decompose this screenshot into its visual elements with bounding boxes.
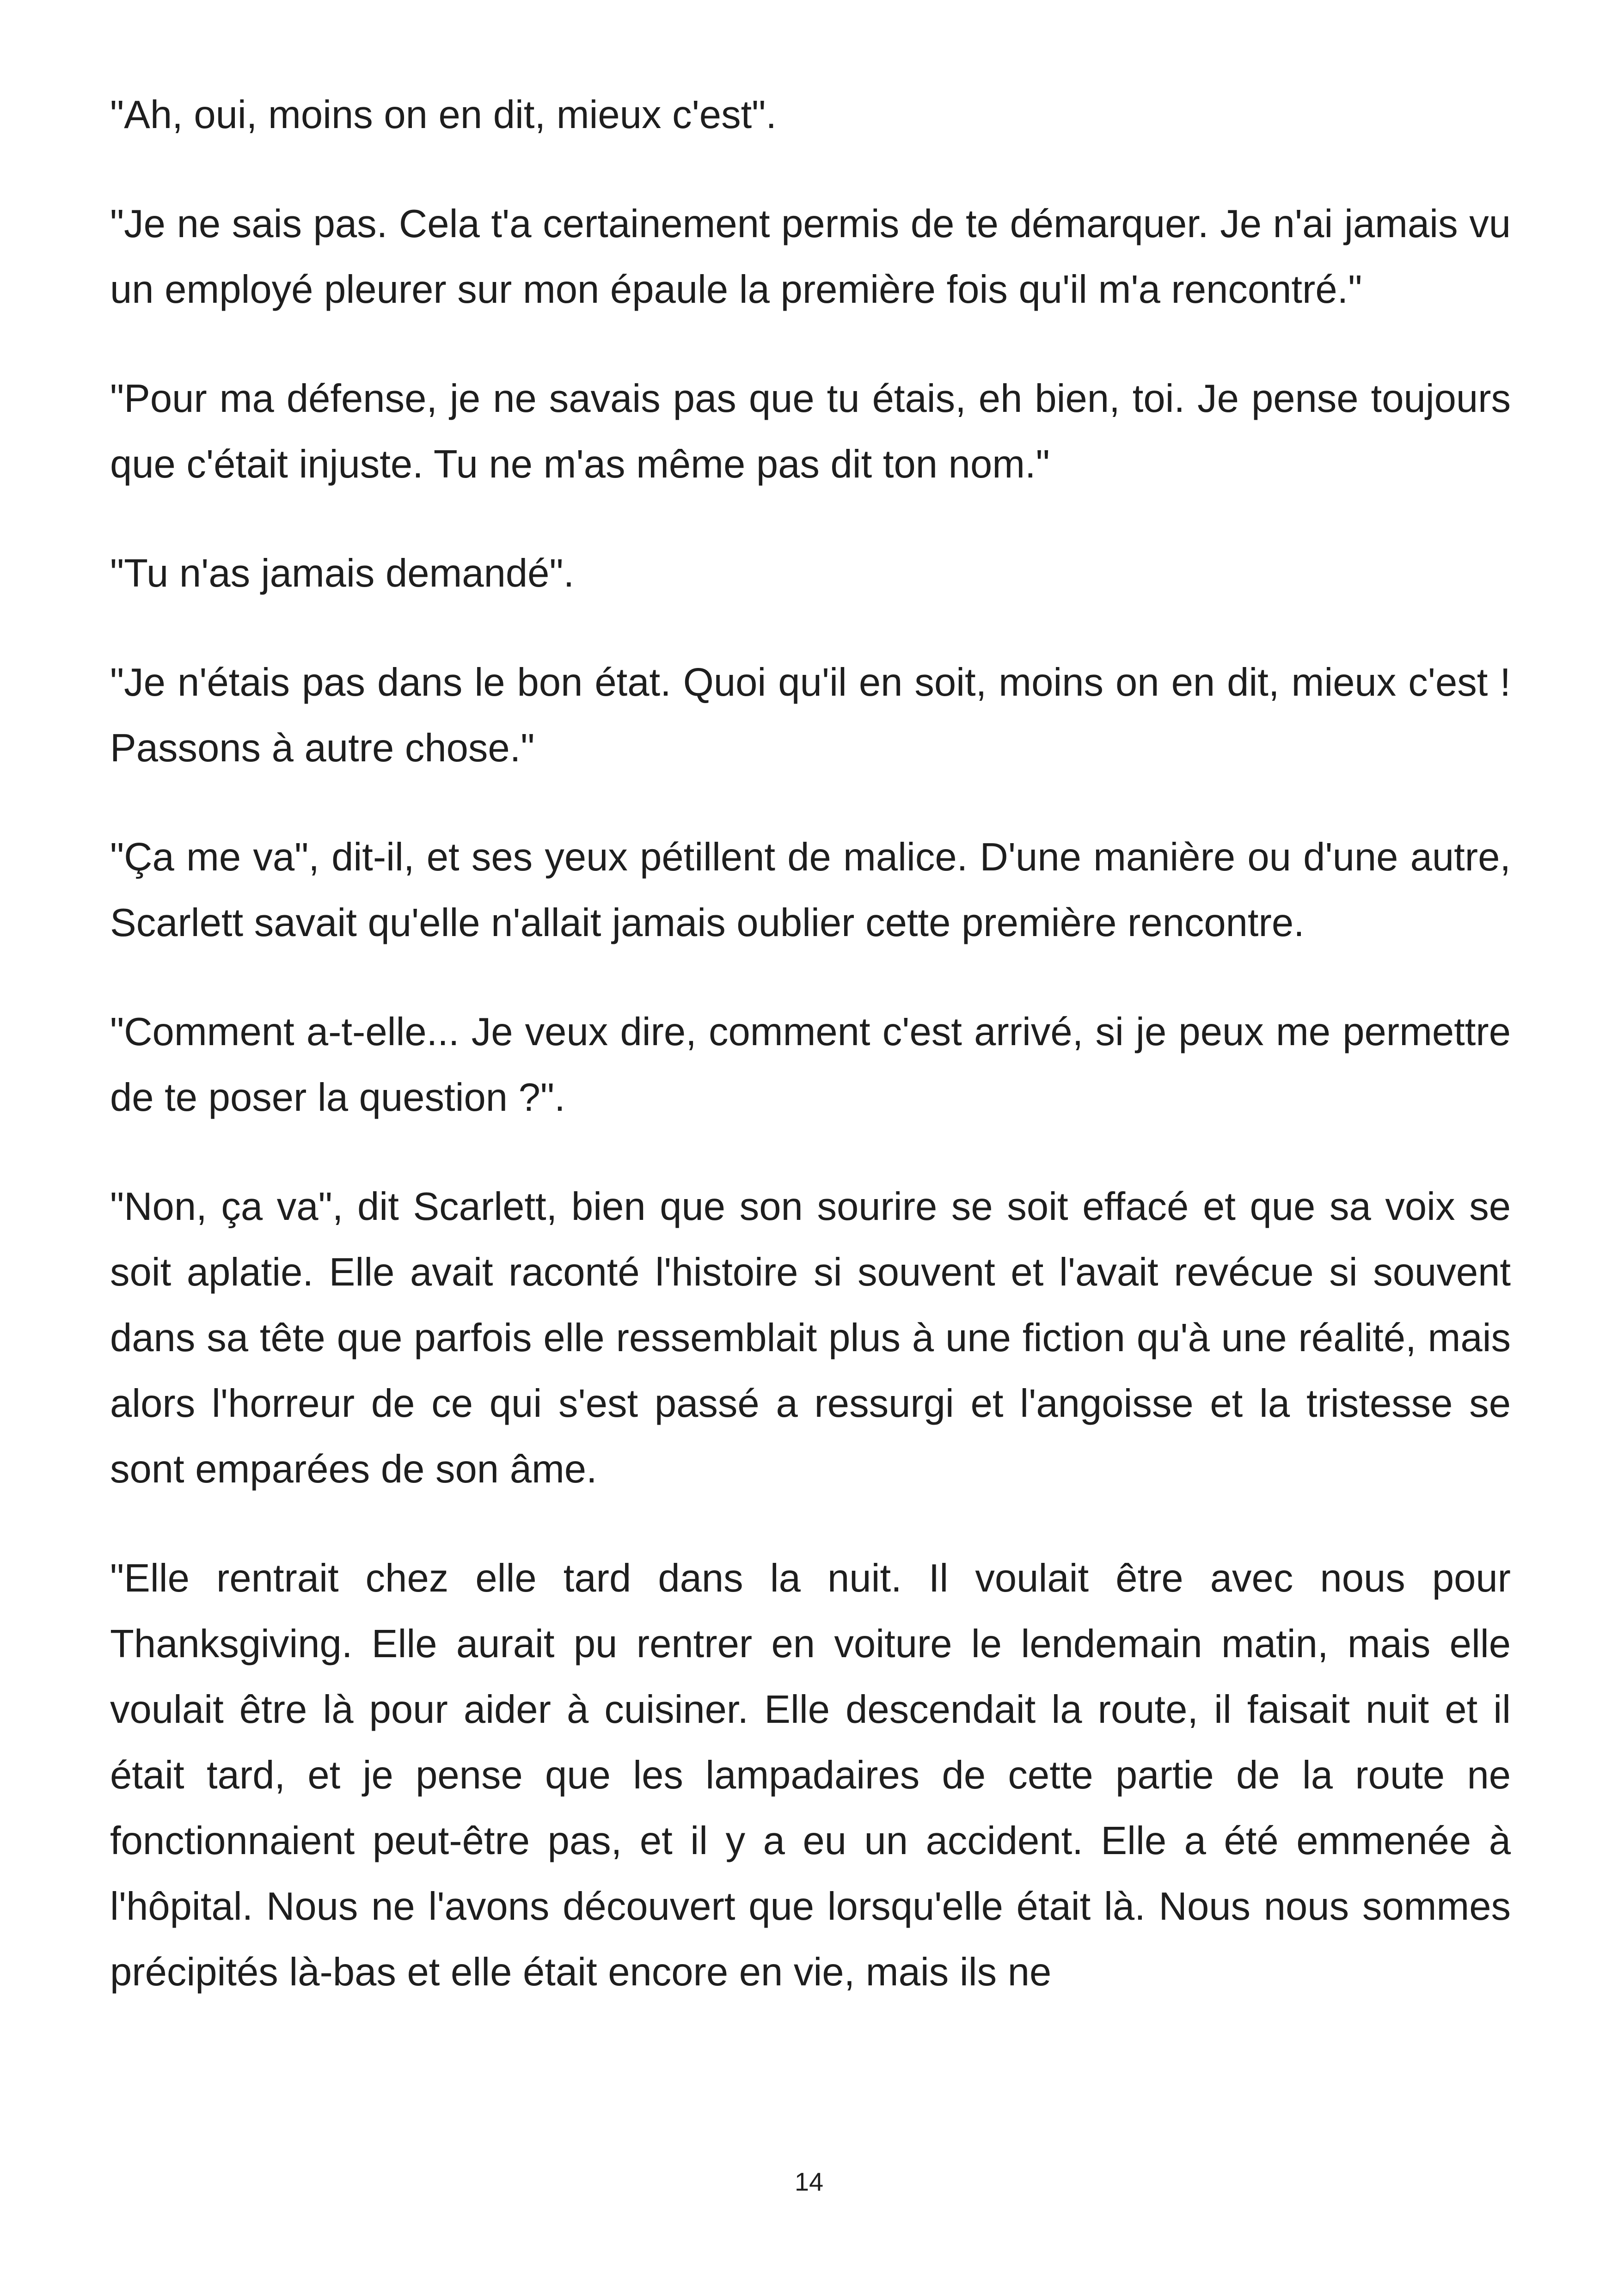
page-number: 14 xyxy=(794,2167,824,2196)
paragraph-6: "Ça me va", dit-il, et ses yeux pétillent de malice. D'une manière ou d'une autre, Scarlett savait qu'elle n'allait jamais oublier cette première rencontre. xyxy=(110,835,1511,945)
paragraph-8: "Non, ça va", dit Scarlett, bien que son sourire se soit effacé et que sa voix se soit aplatie. Elle avait raconté l'histoire si souvent et l'avait revécue si souvent dans sa tête que parfois elle ressemblait plus à une fiction qu'à une réalité, mais alors l'horreur de ce qui s'est passé a ressurgi et l'angoisse et la tristesse se sont emparées de son âme. xyxy=(110,1185,1511,1491)
paragraph-5: "Je n'étais pas dans le bon état. Quoi qu'il en soit, moins on en dit, mieux c'est ! Passons à autre chose." xyxy=(110,661,1511,770)
paragraph-2: "Je ne sais pas. Cela t'a certainement permis de te démarquer. Je n'ai jamais vu un employé pleurer sur mon épaule la première fois qu'il m'a rencontré." xyxy=(110,202,1511,312)
paragraph-4: "Tu n'as jamais demandé". xyxy=(110,551,575,595)
body-text xyxy=(110,82,1511,2049)
paragraph-3: "Pour ma défense, je ne savais pas que tu étais, eh bien, toi. Je pense toujours que c'était injuste. Tu ne m'as même pas dit ton nom." xyxy=(110,377,1511,486)
paragraph-1: "Ah, oui, moins on en dit, mieux c'est". xyxy=(110,93,777,137)
paragraph-7: "Comment a-t-elle... Je veux dire, comment c'est arrivé, si je peux me permettre de te poser la question ?". xyxy=(110,1010,1511,1120)
paragraph-9: "Elle rentrait chez elle tard dans la nuit. Il voulait être avec nous pour Thanksgiving. Elle aurait pu rentrer en voiture le lendemain matin, mais elle voulait être là pour aider à cuisiner. Elle descendait la route, il faisait nuit et il était tard, et je pense que les lampadaires de cette partie de la route ne fonctionnaient peut-être pas, et il y a eu un accident. Elle a été emmenée à l'hôpital. Nous ne l'avons découvert que lorsqu'elle était là. Nous nous sommes précipités là-bas et elle était encore en vie, mais ils ne xyxy=(110,1556,1511,1994)
